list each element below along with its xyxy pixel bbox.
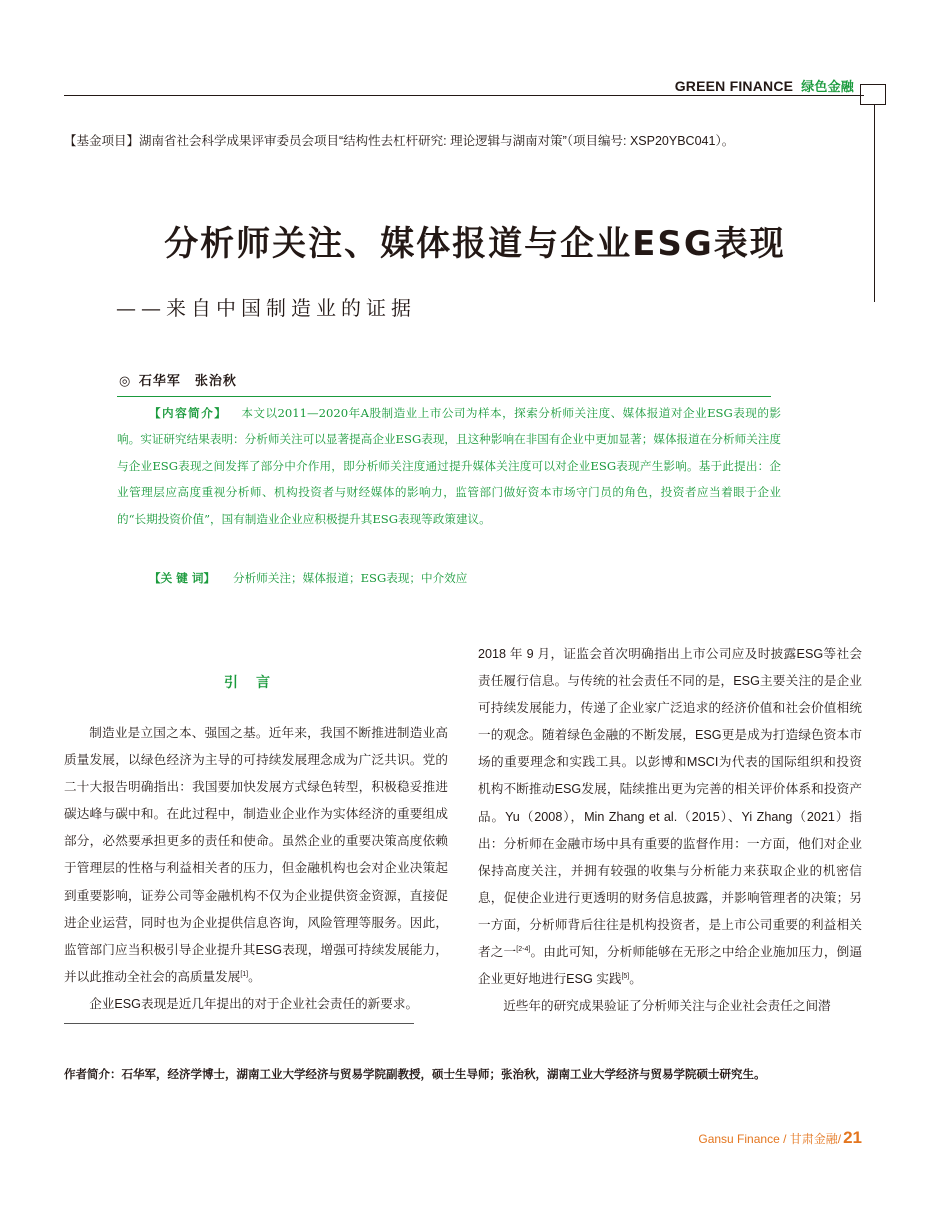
page-number: 21 [843,1128,862,1147]
author-marker: ◎ [119,374,131,389]
paragraph [64,720,448,991]
citation: [2-4] [516,945,531,953]
paragraph-text: 2018 年 9 月，证监会首次明确指出上市公司应及时披露ESG等社会责任履行信息。与传统的社会责任不同的是，ESG主要关注的是企业可持续发展能力，传递了企业家广泛追求的经济价值和社会价值相统一的观念。随着绿色金融的不断发展，ESG更是成为打造绿色资本市场的重要理念和实践工具。以彭博和MSCI为代表的国际组织和投资机构不断推动ESG发展，陆续推出更为完善的相关评价体系和投资产品。Yu（2008），Min Zhang et al.（2015）、Yi Zhang（2021）指出：分析师在金融市场中具有重要的监督作用：一方面，他们对企业保持高度关注，并拥有较强的收集与分析能力来获取企业的机密信息，促使企业进行更透明的财务信息披露，并影响管理者的决策；另一方面，分析师背后往往是机构投资者，是上市公司重要的利益相关者之一 [478,647,862,960]
journal-name: Gansu Finance / 甘肃金融/ [698,1132,842,1146]
brand-cn: 绿色金融 [801,79,854,94]
page-footer [698,1128,862,1148]
corner-mark-box [860,84,886,105]
paragraph [478,641,862,993]
punct: 。 [248,969,261,984]
abstract-text: 本文以2011—2020年A股制造业上市公司为样本，探索分析师关注度、媒体报道对企业ESG表现的影响。实证研究结果表明：分析师关注可以显著提高企业ESG表现，且这种影响在非国有企业中更加显著；媒体报道在分析师关注度与企业ESG表现之间发挥了部分中介作用，即分析师关注度通过提升媒体关注度可以对企业ESG表现产生影响。基于此提出：企业管理层应高度重视分析师、机构投资者与财经媒体的影响力，监管部门做好资本市场守门员的角色，投资者应当着眼于企业的“长期投资价值”，国有制造业企业应积极提升其ESG表现等政策建议。 [117,406,781,526]
citation: [5] [621,972,630,980]
abstract-top-rule [117,396,771,397]
punct: 。 [629,972,642,987]
journal-section-label [675,76,854,95]
abstract-label: 【内容简介】 [149,406,228,420]
keywords-text: 分析师关注；媒体报道；ESG表现；中介效应 [233,571,468,585]
author-names: 石华军 张治秋 [138,374,237,389]
paragraph-text: 制造业是立国之本、强国之基。近年来，我国不断推进制造业高质量发展，以绿色经济为主导的可持续发展理念成为广泛共识。党的二十大报告明确指出：我国要加快发展方式绿色转型，积极稳妥推进碳达峰与碳中和。在此过程中，制造业企业作为实体经济的重要组成部分，必然要承担更多的责任和使命。虽然企业的重要决策高度依赖于管理层的性格与利益相关者的压力，但金融机构也会对企业决策起到重要影响，证券公司等金融机构不仅为企业提供资金资源，直接促进企业运营，同时也为企业提供信息咨询，风险管理等服务。因此，监管部门应当积极引导企业提升其ESG表现，增强可持续发展能力，并以此推动全社会的高质量发展 [64,726,448,984]
fund-note: 【基金项目】湖南省社会科学成果评审委员会项目“结构性去杠杆研究: 理论逻辑与湖南对策”（项目编号: XSP20YBC041）。 [64,134,735,148]
keywords [149,570,467,586]
article-subtitle: ——来自中国制造业的证据 [116,296,416,320]
author-line [119,370,237,389]
keywords-label: 【关 键 词】 [149,571,216,585]
paragraph-text: 。由此可知，分析师能够在无形之中给企业施加压力，倒逼企业更好地进行ESG 实践 [478,945,863,987]
brand-en: GREEN FINANCE [674,78,794,94]
right-column [478,641,862,1020]
abstract [117,400,781,532]
paragraph: 近些年的研究成果验证了分析师关注与企业社会责任之间潜 [503,999,831,1014]
section-heading: 引言 [224,675,288,691]
author-footnote: 作者简介：石华军，经济学博士，湖南工业大学经济与贸易学院副教授，硕士生导师；张治秋，湖南工业大学经济与贸易学院硕士研究生。 [64,1067,766,1081]
left-column [64,720,448,1018]
paragraph: 企业ESG表现是近几年提出的对于企业社会责任的新要求。 [89,996,419,1011]
side-vertical-rule [874,105,875,302]
citation: [1] [240,970,249,978]
footnote-rule [64,1023,414,1024]
article-title: 分析师关注、媒体报道与企业ESG表现 [164,224,786,264]
header-rule [64,95,864,96]
